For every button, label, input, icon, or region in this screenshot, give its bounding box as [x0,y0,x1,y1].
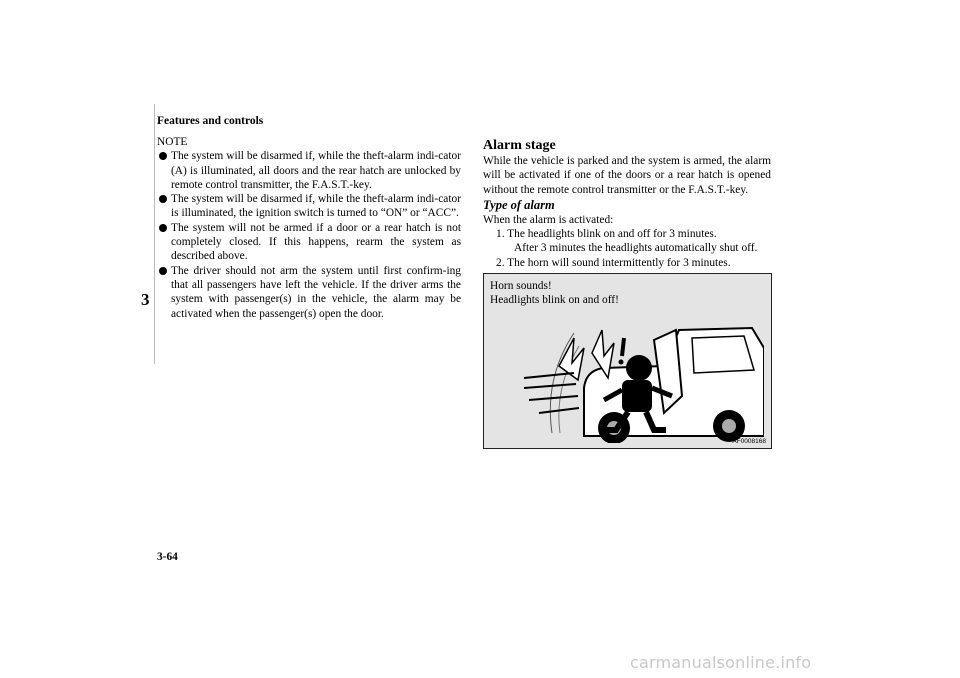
alarm-section [483,138,771,270]
running-title: Features and controls [157,115,264,127]
alarm-scene-drawing [504,318,764,443]
figure-caption-line-1: Horn sounds! [490,280,552,292]
alarm-step-2: 2. The horn will sound intermittently for 3 minutes. [496,256,731,269]
watermark: carmanualsonline.info [630,653,812,672]
note-item: The system will not be armed if a door or a rear hatch is not completely closed. If this happens, rearm the system as described above. [157,221,461,264]
note-section [157,135,461,321]
figure-caption-line-2: Headlights blink on and off! [490,294,619,307]
alarm-stage-heading: Alarm stage [483,138,556,153]
alarm-step-1: 1. The headlights blink on and off for 3 minutes. [496,228,717,241]
type-of-alarm-intro: When the alarm is activated: [483,213,614,226]
note-item: The system will be disarmed if, while the theft-alarm indi-cator (A) is illuminated, all doors and the rear hatch are unlocked by remote control transmitter, the F.A.S.T.-key. [157,149,461,192]
figure-code: AF0008168 [732,438,766,445]
alarm-stage-body: While the vehicle is parked and the system is armed, the alarm will be activated if one of the doors or a rear hatch is opened without the remote control transmitter or the F.A.S.T.-key. [483,155,771,196]
note-item: The driver should not arm the system until first confirm-ing that all passengers have left the vehicle. If the driver arms the system with passenger(s) in the vehicle, the alarm may be activated when the passenger(s) open the door. [157,264,461,321]
figure-caption [490,279,619,308]
page-number: 3-64 [157,551,178,563]
alarm-step-1-detail: After 3 minutes the headlights automatically shut off. [514,242,758,255]
chapter-number: 3 [141,290,150,309]
chapter-tab [120,104,155,364]
note-item: The system will be disarmed if, while the theft-alarm indi-cator is illuminated, the ignition switch is turned to “ON” or “ACC”. [157,192,461,221]
type-of-alarm-heading: Type of alarm [483,197,555,212]
alarm-illustration [483,273,772,449]
note-label: NOTE [157,136,188,148]
